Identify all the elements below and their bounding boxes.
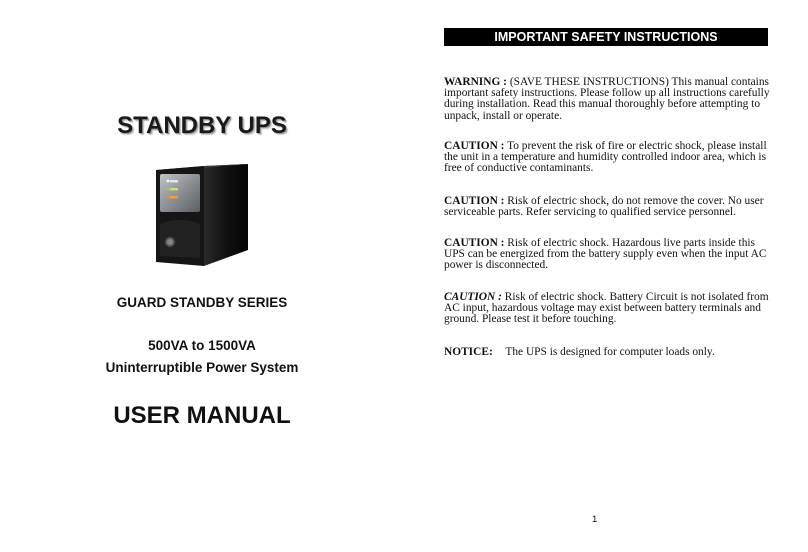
page-number: 1 [592,514,598,525]
ups-product-image [152,162,252,270]
series-name: GUARD STANDBY SERIES [116,295,288,310]
power-range: 500VA to 1500VA [148,338,256,353]
caution-head: CAUTION : [444,195,505,207]
notice-line [444,346,715,358]
caution-text: To prevent the risk of fire or electric shock, please install the unit in a temperature and humidity controlled indoor area, which is free of conductive contaminants. [444,140,767,175]
caution-head: CAUTION : [444,140,505,152]
warning-paragraph [444,77,774,122]
cover-title: STANDBY UPS [117,112,287,139]
caution-paragraph-4 [444,292,774,326]
caution-head: CAUTION : [444,291,502,303]
caution-text: Risk of electric shock, do not remove the cover. No user serviceable parts. Refer servicing to qualified service personnel. [444,195,764,219]
user-manual-title: USER MANUAL [113,402,291,429]
notice-text: The UPS is designed for computer loads only. [505,346,715,358]
warning-text: (SAVE THESE INSTRUCTIONS) This manual contains important safety instructions. Please follow up all instructions carefully during installation. Read this manual thoroughly before attempting to unpack, install or operate. [444,76,770,122]
caution-paragraph-2 [444,196,774,218]
caution-paragraph-1 [444,141,774,175]
safety-banner: IMPORTANT SAFETY INSTRUCTIONS [444,28,768,46]
notice-head: NOTICE: [444,346,493,358]
warning-head: WARNING : [444,76,507,88]
caution-paragraph-3 [444,238,774,272]
caution-text: Risk of electric shock. Hazardous live parts inside this UPS can be energized from the battery supply even when the input AC power is disconnected. [444,237,767,272]
safety-page [404,0,808,552]
caution-text: Risk of electric shock. Battery Circuit is not isolated from AC input, hazardous voltage may exist between battery terminals and ground. Please test it before touching. [444,291,769,326]
caution-head: CAUTION : [444,237,505,249]
system-subtitle: Uninterruptible Power System [105,360,299,375]
